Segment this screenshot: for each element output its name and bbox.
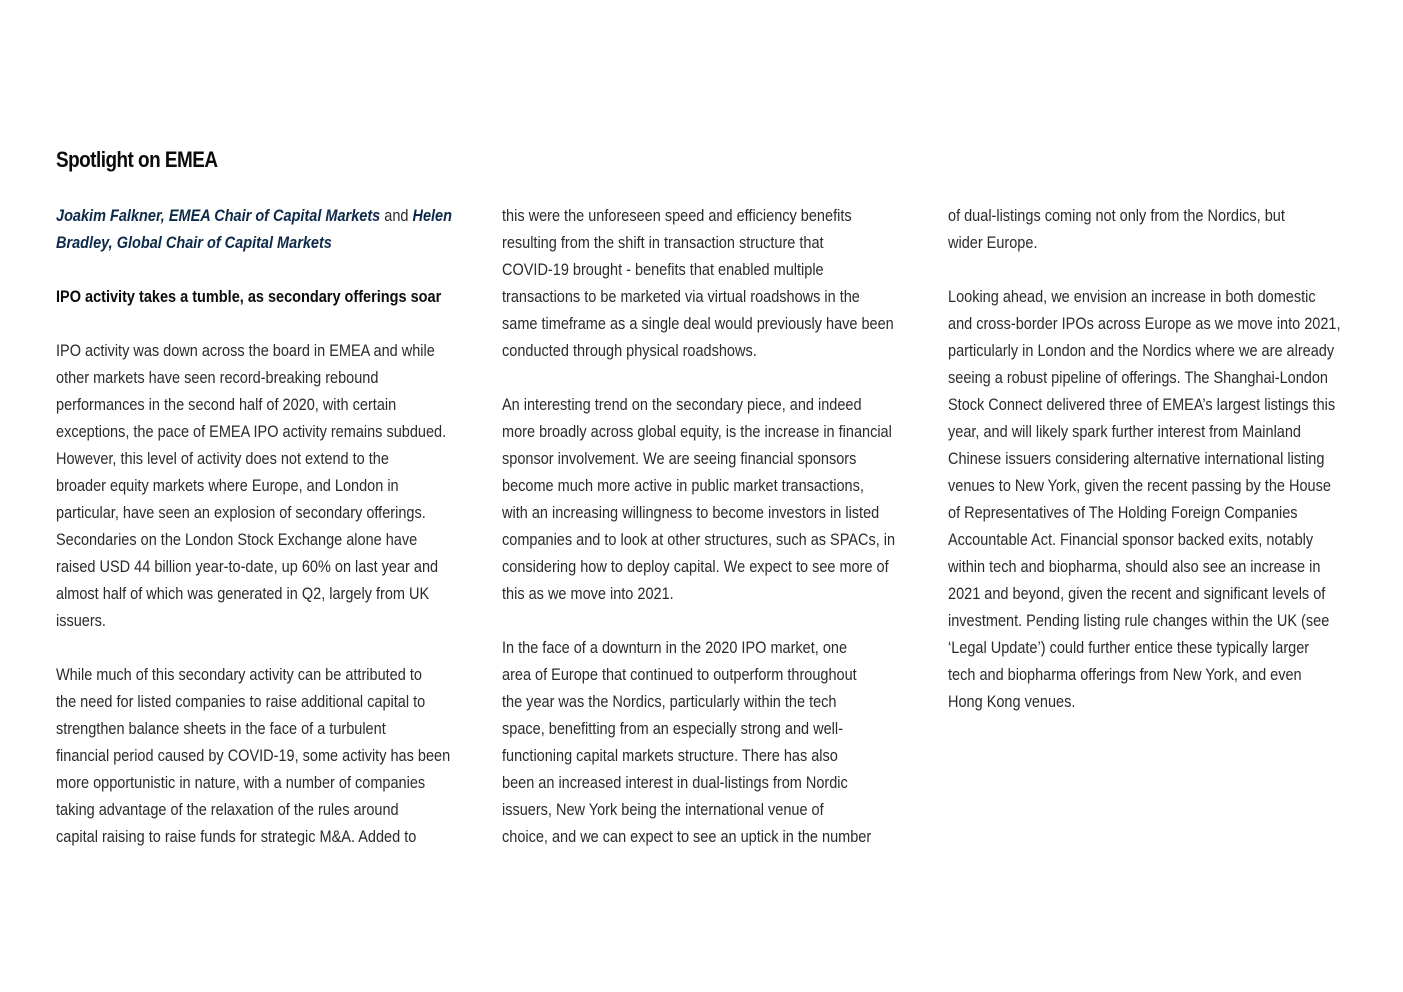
text-line: become much more active in public market transactions, bbox=[502, 476, 864, 495]
col2-paragraph-3 bbox=[502, 634, 903, 850]
text-line: investment. Pending listing rule changes within the UK (see bbox=[948, 611, 1330, 630]
text-line: Hong Kong venues. bbox=[948, 692, 1076, 711]
section-subheading: IPO activity takes a tumble, as secondary offerings soar bbox=[56, 287, 442, 306]
text-line: year, and will likely spark further interest from Mainland bbox=[948, 422, 1302, 441]
text-line: this were the unforeseen speed and efficiency benefits bbox=[502, 206, 852, 225]
author-1: Joakim Falkner, EMEA Chair of Capital Markets bbox=[56, 206, 381, 225]
text-line: space, benefitting from an especially strong and well- bbox=[502, 719, 843, 738]
text-line: IPO activity was down across the board in EMEA and while bbox=[56, 341, 435, 360]
column-1 bbox=[56, 202, 526, 877]
byline bbox=[56, 202, 457, 256]
text-line: broader equity markets where Europe, and London in bbox=[56, 476, 399, 495]
text-line: ‘Legal Update’) could further entice these typically larger bbox=[948, 638, 1310, 657]
text-line: taking advantage of the relaxation of the rules around bbox=[56, 800, 399, 819]
text-line: resulting from the shift in transaction structure that bbox=[502, 233, 824, 252]
text-line: of dual-listings coming not only from the Nordics, but bbox=[948, 206, 1285, 225]
text-line: particular, have seen an explosion of secondary offerings. bbox=[56, 503, 426, 522]
col2-paragraph-2 bbox=[502, 391, 903, 607]
byline-conjunction: and bbox=[380, 206, 413, 225]
text-line: functioning capital markets structure. There has also bbox=[502, 746, 838, 765]
column-2-body bbox=[502, 202, 903, 850]
text-line: Chinese issuers considering alternative international listing bbox=[948, 449, 1325, 468]
text-line: area of Europe that continued to outperform throughout bbox=[502, 665, 857, 684]
text-line: performances in the second half of 2020, with certain bbox=[56, 395, 397, 414]
text-line: considering how to deploy capital. We expect to see more of bbox=[502, 557, 889, 576]
text-line: with an increasing willingness to become investors in listed bbox=[502, 503, 880, 522]
text-line: seeing a robust pipeline of offerings. The Shanghai-London bbox=[948, 368, 1328, 387]
text-line: issuers. bbox=[56, 611, 106, 630]
text-line: and cross-border IPOs across Europe as we move into 2021, bbox=[948, 314, 1341, 333]
text-line: However, this level of activity does not extend to the bbox=[56, 449, 389, 468]
column-1-body bbox=[56, 202, 457, 850]
byline-line-1 bbox=[56, 202, 457, 229]
col1-paragraph-2 bbox=[56, 661, 457, 850]
text-line: same timeframe as a single deal would previously have been bbox=[502, 314, 894, 333]
text-line: An interesting trend on the secondary piece, and indeed bbox=[502, 395, 862, 414]
text-line: within tech and biopharma, should also see an increase in bbox=[948, 557, 1321, 576]
text-line: the year was the Nordics, particularly within the tech bbox=[502, 692, 837, 711]
col3-paragraph-2 bbox=[948, 283, 1349, 715]
text-line: Accountable Act. Financial sponsor backed exits, notably bbox=[948, 530, 1314, 549]
text-line: tech and biopharma offerings from New York, and even bbox=[948, 665, 1302, 684]
column-2 bbox=[502, 202, 972, 877]
text-line: In the face of a downturn in the 2020 IPO market, one bbox=[502, 638, 848, 657]
text-line: almost half of which was generated in Q2, largely from UK bbox=[56, 584, 430, 603]
text-line: particularly in London and the Nordics where we are already bbox=[948, 341, 1335, 360]
text-line: raised USD 44 billion year-to-date, up 60% on last year and bbox=[56, 557, 439, 576]
text-line: strengthen balance sheets in the face of a turbulent bbox=[56, 719, 386, 738]
text-line: capital raising to raise funds for strategic M&A. Added to bbox=[56, 827, 417, 846]
page-title: Spotlight on EMEA bbox=[56, 147, 218, 172]
text-line: more opportunistic in nature, with a number of companies bbox=[56, 773, 426, 792]
text-line: companies and to look at other structures, such as SPACs, in bbox=[502, 530, 896, 549]
text-line: While much of this secondary activity can be attributed to bbox=[56, 665, 422, 684]
text-line: issuers, New York being the international venue of bbox=[502, 800, 824, 819]
text-line: wider Europe. bbox=[948, 233, 1038, 252]
text-line: other markets have seen record-breaking rebound bbox=[56, 368, 379, 387]
text-line: transactions to be marketed via virtual roadshows in the bbox=[502, 287, 860, 306]
text-line: sponsor involvement. We are seeing financial sponsors bbox=[502, 449, 857, 468]
text-line: 2021 and beyond, given the recent and significant levels of bbox=[948, 584, 1326, 603]
text-line: been an increased interest in dual-listings from Nordic bbox=[502, 773, 848, 792]
text-line: COVID-19 brought - benefits that enabled multiple bbox=[502, 260, 824, 279]
text-line: choice, and we can expect to see an uptick in the number bbox=[502, 827, 872, 846]
text-line: exceptions, the pace of EMEA IPO activity remains subdued. bbox=[56, 422, 447, 441]
col3-paragraph-1 bbox=[948, 202, 1349, 256]
col1-paragraph-1 bbox=[56, 337, 457, 634]
text-line: more broadly across global equity, is the increase in financial bbox=[502, 422, 892, 441]
text-line: Stock Connect delivered three of EMEA’s largest listings this bbox=[948, 395, 1336, 414]
col2-paragraph-1 bbox=[502, 202, 903, 364]
column-3-body bbox=[948, 202, 1349, 715]
text-line: venues to New York, given the recent passing by the House bbox=[948, 476, 1331, 495]
text-line: Secondaries on the London Stock Exchange alone have bbox=[56, 530, 418, 549]
text-line: this as we move into 2021. bbox=[502, 584, 674, 603]
author-2-rest: Bradley, Global Chair of Capital Markets bbox=[56, 233, 332, 252]
column-3 bbox=[948, 202, 1403, 742]
text-line: of Representatives of The Holding Foreign Companies bbox=[948, 503, 1298, 522]
author-2-first-name: Helen bbox=[412, 206, 452, 225]
text-line: financial period caused by COVID-19, some activity has been bbox=[56, 746, 451, 765]
text-line: conducted through physical roadshows. bbox=[502, 341, 757, 360]
text-line: Looking ahead, we envision an increase in both domestic bbox=[948, 287, 1316, 306]
text-line: the need for listed companies to raise additional capital to bbox=[56, 692, 426, 711]
